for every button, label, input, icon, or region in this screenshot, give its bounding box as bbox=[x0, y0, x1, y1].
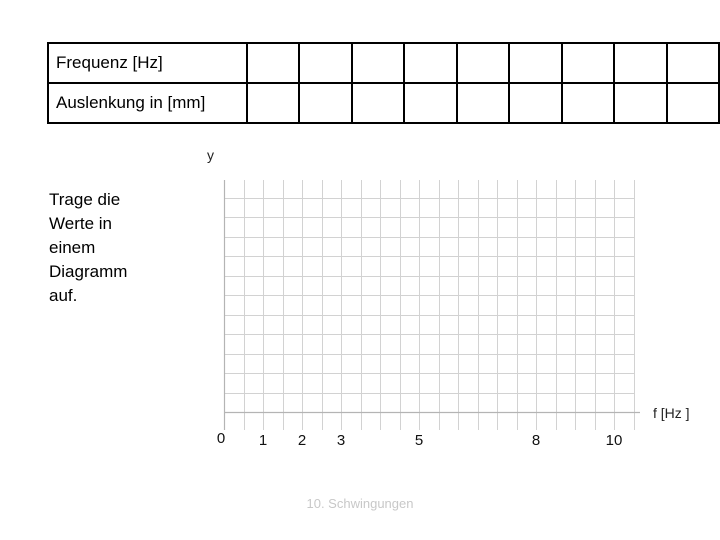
row-label-amplitude: Auslenkung in [mm] bbox=[48, 83, 247, 123]
instruction-text: Trage die Werte in einem Diagramm auf. bbox=[49, 190, 128, 305]
x-tick-label: 2 bbox=[297, 432, 307, 449]
x-tick-label: 0 bbox=[216, 430, 226, 447]
x-tick-label: 8 bbox=[531, 432, 541, 449]
x-tick-label: 5 bbox=[414, 432, 424, 449]
x-tick-label: 1 bbox=[258, 432, 268, 449]
y-axis-label: y bbox=[207, 147, 214, 163]
x-tick-label: 10 bbox=[605, 432, 623, 449]
row-label-frequency: Frequenz [Hz] bbox=[48, 43, 247, 83]
slide-footer: 10. Schwingungen bbox=[306, 496, 414, 511]
x-tick-label: 3 bbox=[336, 432, 346, 449]
x-axis-label: f [Hz ] bbox=[653, 405, 690, 421]
